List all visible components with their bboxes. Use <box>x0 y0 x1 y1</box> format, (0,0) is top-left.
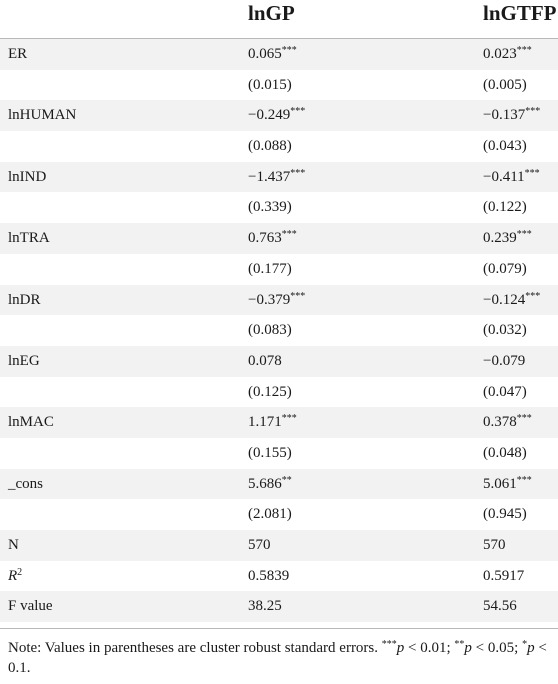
table-row <box>0 254 558 285</box>
table-bottom-rule <box>0 628 558 629</box>
cell-lngtfp: (0.048) <box>483 444 527 461</box>
cell-lngp: (0.015) <box>248 76 292 93</box>
row-label: $R^2$ <box>8 566 23 584</box>
table-row <box>0 39 558 70</box>
row-label: lnMAC <box>8 414 54 431</box>
cell-lngtfp: 0.5917 <box>483 567 525 584</box>
row-label: lnTRA <box>8 230 50 247</box>
table-note: Note: Values in parentheses are cluster robust standard errors. ***p < 0.01; **p < 0.05; *p < 0.1. <box>8 639 547 676</box>
cell-lngp: (0.083) <box>248 322 292 339</box>
cell-lngp: 0.065*** <box>248 45 297 62</box>
cell-lngtfp: 0.023*** <box>483 45 532 62</box>
table-row <box>0 162 558 193</box>
cell-lngtfp: (0.005) <box>483 76 527 93</box>
cell-lngtfp: 570 <box>483 537 506 553</box>
cell-lngp: 0.763*** <box>248 229 297 247</box>
row-label: lnHUMAN <box>8 107 77 124</box>
table-row <box>0 192 558 223</box>
table-row <box>0 530 558 561</box>
cell-lngp: 570 <box>248 537 271 553</box>
cell-lngtfp: (0.079) <box>483 260 527 277</box>
table-row <box>0 100 558 131</box>
cell-lngtfp: 0.378*** <box>483 413 532 431</box>
table-row <box>0 377 558 408</box>
row-label: ER <box>8 46 28 62</box>
cell-lngp: 1.171*** <box>248 413 297 431</box>
cell-lngtfp: (0.047) <box>483 383 527 400</box>
cell-lngp: (0.339) <box>248 199 292 216</box>
cell-lngtfp: 5.061*** <box>483 474 532 492</box>
table-row <box>0 407 558 438</box>
cell-lngp: (0.125) <box>248 383 292 400</box>
row-label: _cons <box>8 475 43 492</box>
row-label: lnDR <box>8 291 41 308</box>
cell-lngtfp: (0.945) <box>483 506 527 523</box>
header-col-lngtfp: lnGTFP <box>483 1 557 25</box>
table-row <box>0 223 558 254</box>
table-row <box>0 561 558 592</box>
cell-lngtfp: (0.032) <box>483 322 527 339</box>
table-row <box>0 131 558 162</box>
cell-lngp: 38.25 <box>248 598 282 615</box>
cell-lngp: 0.5839 <box>248 567 290 584</box>
cell-lngtfp: −0.124*** <box>483 290 541 308</box>
cell-lngp: (0.177) <box>248 260 292 277</box>
row-label: F value <box>8 598 53 615</box>
cell-lngp: (2.081) <box>248 506 292 523</box>
table-row <box>0 346 558 377</box>
table-row <box>0 315 558 346</box>
cell-lngp: (0.088) <box>248 138 292 155</box>
cell-lngtfp: 0.239*** <box>483 229 532 247</box>
cell-lngp: 5.686** <box>248 474 292 492</box>
cell-lngp: −1.437*** <box>248 167 306 185</box>
cell-lngp: −0.249*** <box>248 106 306 124</box>
table-header <box>0 0 558 39</box>
cell-lngtfp: −0.137*** <box>483 106 541 124</box>
table-row <box>0 438 558 469</box>
row-label: lnIND <box>8 168 47 185</box>
table-row <box>0 70 558 101</box>
cell-lngp: −0.379*** <box>248 290 306 308</box>
cell-lngp: (0.155) <box>248 444 292 461</box>
row-label: N <box>8 537 19 553</box>
cell-lngtfp: (0.043) <box>483 138 527 155</box>
table-row <box>0 591 558 622</box>
table-row <box>0 499 558 530</box>
cell-lngtfp: −0.411*** <box>483 167 540 185</box>
row-label: lnEG <box>8 352 40 369</box>
header-col-lngp: lnGP <box>248 1 295 25</box>
cell-lngp: 0.078 <box>248 352 282 369</box>
table-row <box>0 285 558 316</box>
cell-lngtfp: −0.079 <box>483 352 526 369</box>
table-body <box>0 39 558 622</box>
table-row <box>0 469 558 500</box>
cell-lngtfp: 54.56 <box>483 598 517 615</box>
cell-lngtfp: (0.122) <box>483 199 527 216</box>
